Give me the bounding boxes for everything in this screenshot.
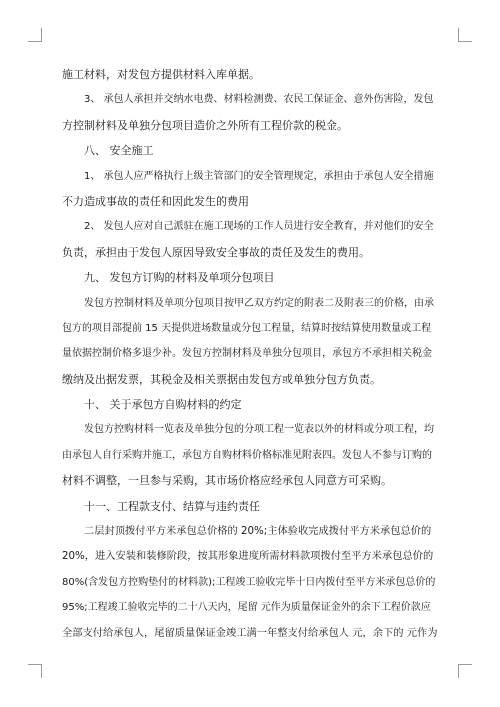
text-line: 20%，进入安装和装修阶段，按其形象进度所需材料款项拨付至平方米承包总价的 (62, 550, 434, 563)
crop-mark-bottom-left (28, 664, 42, 678)
text-line: 九、 发包方订购的材料及单项分包项目 (84, 271, 275, 285)
text-line: 施工材料，对发包方提供材料入库单据。 (62, 68, 260, 81)
text-line: 缴纳及出据发票，其税金及相关票据由发包方或单独分包方负责。 (62, 372, 381, 386)
crop-mark-top-right (458, 28, 472, 42)
text-line: 发包方控制材料及单项分包项目按甲乙双方约定的附表二及附表三的价格，由承 (84, 297, 434, 309)
text-line: 材料不调整，一旦参与采购，其市场价格应经承包人同意方可采购。 (62, 474, 392, 488)
text-line: 量依据控制价格多退少补。发包方控制材料及单独分包项目，承包方不承担相关税金 (62, 348, 432, 360)
text-line: 发包方控购材料一览表及单独分包的分项工程一览表以外的材料或分项工程，均 (84, 424, 434, 436)
document-page (62, 62, 439, 646)
text-line: 负责，承担由于发包人原因导致安全事故的责任及发生的费用。 (62, 245, 370, 259)
crop-mark-bottom-right (458, 664, 472, 678)
text-line: 包方的项目部提前 15 天提供进场数量或分包工程量，结算时按结算使用数量或工程 (62, 322, 432, 334)
text-line: 80%(含发包方控购垫付的材料款);工程竣工验收完毕十日内拨付至平方米承包总价的 (62, 576, 436, 588)
text-line: 方控制材料及单独分包项目造价之外所有工程价款的税金。 (62, 118, 348, 132)
crop-mark-top-left (28, 28, 42, 42)
text-line: 95%;工程竣工验收完毕的二十八天内，尾留 元作为质量保证金外的余下工程价款应 (62, 602, 431, 614)
text-line: 二层封顶拨付平方米承包总价格的 20%;主体验收完成拨付平方米承包总价的 (84, 525, 432, 538)
text-line: 八、 安全施工 (84, 144, 154, 158)
text-line: 由承包人自行采购并施工，承包方自购材料价格标准见附表四。发包人不参与订购的 (62, 449, 432, 461)
text-line: 1、 承包人应严格执行上级主管部门的安全管理规定，承担由于承包人安全措施 (84, 170, 434, 182)
text-line: 全部支付给承包人，尾留质量保证金竣工满一年整支付给承包人 元，余下的 元作为 (62, 626, 438, 639)
text-line: 十、 关于承包方自购材料的约定 (84, 398, 242, 412)
text-line: 2、 发包人应对自己派驻在施工现场的工作人员进行安全教育，并对他们的安全 (84, 221, 434, 233)
text-line: 3、 承包人承担并交纳水电费、材料检测费、农民工保证金、意外伤害险，发包 (84, 94, 434, 106)
text-line: 十一、工程款支付、结算与违约责任 (84, 499, 260, 513)
text-line: 不力造成事故的责任和因此发生的费用 (62, 194, 249, 208)
